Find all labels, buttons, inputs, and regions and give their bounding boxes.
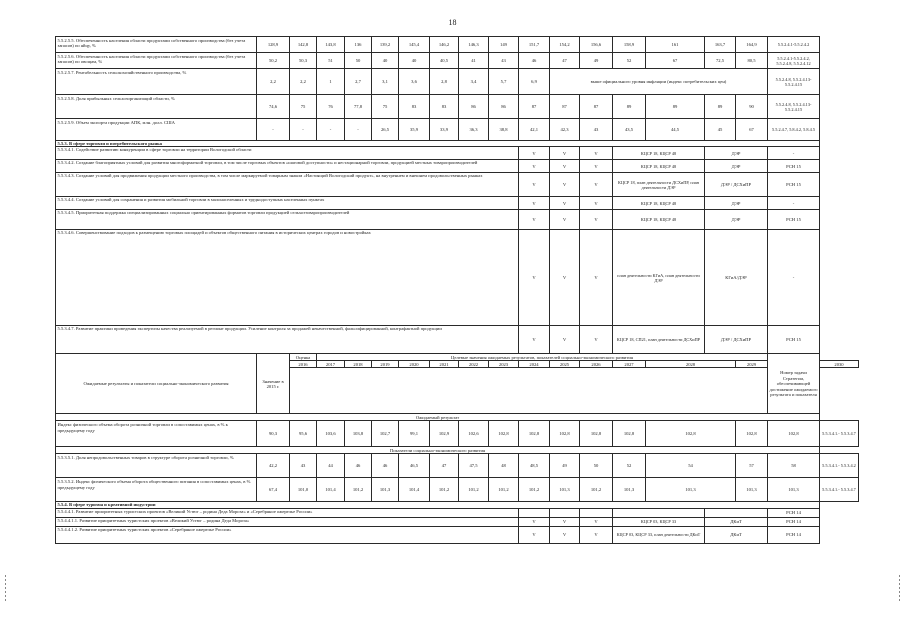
responsible-cell: ДЭР / ДСХиПР <box>705 326 768 354</box>
indicator-row <box>56 53 859 69</box>
value-cell: 102,8 <box>613 421 646 447</box>
indicator-row <box>56 69 859 95</box>
task-label: 5.5.3.4.1. Содействие развитию конкуренции в сфере торговли на территории Вологодской области <box>56 147 519 160</box>
value-cell: 50 <box>580 454 613 478</box>
value-cell: 33,9 <box>430 119 459 141</box>
task-ref-cell: 5.5.2.4.8, 5.5.2.4.13-5.5.2.4.15 <box>768 95 820 119</box>
responsible-cell: ДЭР <box>705 160 768 173</box>
value-cell: 46 <box>519 53 550 69</box>
year-header: 2030 <box>820 361 859 368</box>
row-label: 5.5.2.5.9. Объем экспорта продукции АПК, млн. долл. США <box>56 119 257 141</box>
value-cell: 89 <box>705 95 736 119</box>
value-cell: 49 <box>580 53 613 69</box>
trade-indicators-block <box>56 454 859 502</box>
value-cell: 3,6 <box>399 69 430 95</box>
value-cell: 43 <box>580 119 613 141</box>
expected-result-label: Ожидаемый результат <box>56 414 820 421</box>
task-ref-cell: 5.5.2.4.1-5.5.2.4.2, 5.5.2.4.8, 5.5.2.4.12 <box>768 53 820 69</box>
value-cell: 101,2 <box>519 478 550 502</box>
value-cell: 89 <box>646 95 705 119</box>
task-ref-cell: 5.5.2.4.1-5.5.2.4.2 <box>768 37 820 53</box>
value-cell: 90 <box>736 95 768 119</box>
inflation-note-cell: выше официального уровня инфляции (индекс потребительских цен) <box>550 69 768 95</box>
period-mark-cell: V <box>550 526 580 543</box>
period-mark-cell: V <box>550 230 580 326</box>
year-header: 2023 <box>489 361 519 368</box>
value-cell: 87 <box>550 95 580 119</box>
results-header <box>56 354 859 414</box>
value-cell: 45 <box>705 119 736 141</box>
value-cell: 54 <box>646 454 736 478</box>
value-cell: 72,5 <box>705 53 736 69</box>
value-cell: 35,9 <box>399 119 430 141</box>
value-cell: 83 <box>399 95 430 119</box>
task-row <box>56 508 859 517</box>
row-label: 5.5.3.5.1. Доля непродовольственных товаров в структуре оборота розничной торговли, % <box>56 454 257 478</box>
value-cell: 154,2 <box>550 37 580 53</box>
period-mark-cell: V <box>580 517 613 526</box>
period-mark-cell: V <box>580 230 613 326</box>
period-mark-cell: V <box>550 326 580 354</box>
document-cell: КЦСР 18, КЦСР 48 <box>613 160 705 173</box>
note-cell: - <box>768 230 820 326</box>
value-cell: 48 <box>489 454 519 478</box>
value-cell: 1 <box>317 69 345 95</box>
year-header: 2026 <box>580 361 613 368</box>
value-cell: 67,4 <box>257 478 290 502</box>
value-cell: 40,5 <box>430 53 459 69</box>
task-row <box>56 517 859 526</box>
value-cell: 102,9 <box>430 421 459 447</box>
period-mark-cell: V <box>580 147 613 160</box>
value-cell: 146,2 <box>430 37 459 53</box>
period-mark-cell: V <box>550 173 580 197</box>
value-cell: 103,6 <box>317 421 345 447</box>
value-cell: 102,8 <box>646 421 736 447</box>
responsible-cell: ДЭР <box>705 210 768 230</box>
document-cell: КЦСР 18, КЦСР 48 <box>613 147 705 160</box>
value-cell: 49 <box>550 454 580 478</box>
trade-tasks-block <box>56 147 859 354</box>
value-cell: 3,1 <box>372 69 399 95</box>
document-cell: КЦСР 18, план деятельности ДСХиПР, план деятельности ДЭР <box>613 173 705 197</box>
value-cell: 2,2 <box>257 69 290 95</box>
period-mark-cell: V <box>519 210 550 230</box>
value-cell: 136 <box>345 37 372 53</box>
document-cell: КЦСР 03, КЦСР 33 <box>613 517 705 526</box>
row-label: 5.5.2.5.5. Обеспеченность населения области продуктами собственного производства (без учета запасов) по яйцу, % <box>56 37 257 53</box>
value-cell: 2,8 <box>430 69 459 95</box>
indicator-row <box>56 95 859 119</box>
task-row <box>56 147 859 160</box>
value-cell: 80,5 <box>736 53 768 69</box>
document-cell: КЦСР 18, КЦСР 48 <box>613 197 705 210</box>
period-mark-cell: V <box>550 160 580 173</box>
period-mark-cell <box>550 508 580 517</box>
value-cell: 58 <box>768 454 820 478</box>
responsible-cell: ДЭР <box>705 197 768 210</box>
year-header: 2021 <box>430 361 459 368</box>
value-cell: 163,7 <box>705 37 736 53</box>
task-ref-cell: 5.5.3.4.1.- 5.5.3.4.7 <box>820 478 859 502</box>
value-cell: 101,2 <box>489 478 519 502</box>
period-mark-cell: V <box>519 230 550 326</box>
value-cell: - <box>317 119 345 141</box>
crop-mark-right <box>899 575 900 603</box>
indicators-label: Показатели социально-экономического развития <box>56 447 820 454</box>
period-mark-cell: V <box>519 326 550 354</box>
responsible-cell <box>705 508 768 517</box>
period-mark-cell: V <box>519 197 550 210</box>
value-cell: 44 <box>317 454 345 478</box>
note-cell: РСН 15 <box>768 326 820 354</box>
task-ref-cell: 5.5.2.4.8, 5.5.2.4.13-5.5.2.4.15 <box>768 69 820 95</box>
year-header: 2024 <box>519 361 550 368</box>
indicators-header <box>56 447 859 454</box>
period-mark-cell: V <box>580 326 613 354</box>
value-cell: 101,2 <box>580 478 613 502</box>
value-cell: 161 <box>646 37 705 53</box>
value-cell: 51 <box>317 53 345 69</box>
value-cell: 95,6 <box>290 421 317 447</box>
value-cell: 158,9 <box>613 37 646 53</box>
document-cell <box>613 508 705 517</box>
value-cell: 67 <box>646 53 705 69</box>
indicator-row <box>56 478 859 502</box>
value-cell: 102,8 <box>489 421 519 447</box>
value-cell: - <box>257 119 290 141</box>
row-label: 5.5.2.5.6. Обеспеченность населения области продуктами собственного производства (без учета запасов) по овощам, % <box>56 53 257 69</box>
task-label: 5.5.4.4.1. Развитие приоритетных туристских проектов «Великий Устюг – родина Деда Мороза» и «Серебряное ожерелье России» <box>56 508 519 517</box>
note-cell: РСН 14 <box>768 508 820 517</box>
value-cell: 47 <box>430 454 459 478</box>
document-cell: КЦСР 18, СП21, план деятельности ДСХиПР <box>613 326 705 354</box>
value-cell: 101,3 <box>646 478 736 502</box>
note-cell: РСН 14 <box>768 517 820 526</box>
note-cell: - <box>768 147 820 160</box>
crop-mark-left <box>5 575 6 603</box>
value-cell: 3,4 <box>459 69 489 95</box>
row-label: 5.5.2.5.8. Доля прибыльных сельхозорганизаций области, % <box>56 95 257 119</box>
task-label: 5.5.3.4.4. Создание условий для сохранения и развития мобильной торговли в малонаселенных и труднодоступных населенных пунктах <box>56 197 519 210</box>
responsible-cell: ДЭР <box>705 147 768 160</box>
value-cell: 50,2 <box>257 53 290 69</box>
page-number: 18 <box>448 18 457 27</box>
value-cell: 128,9 <box>257 37 290 53</box>
value-cell: 101,2 <box>345 478 372 502</box>
task-row <box>56 230 859 326</box>
note-cell: РСН 14 <box>768 526 820 543</box>
task-label: 5.5.4.4.1.1. Развитие приоритетных туристских проектов «Великий Устюг – родина Деда Мороза» <box>56 517 519 526</box>
value-cell: 77,8 <box>345 95 372 119</box>
value-cell: 46 <box>372 454 399 478</box>
value-cell: 75 <box>290 95 317 119</box>
row-label: 5.5.3.5.2. Индекс физического объема оборота общественного питания в сопоставимых ценах, в % предыдущему году <box>56 478 257 502</box>
section-title-trade: 5.5.3. В сфере торговли и потребительского рынка <box>56 141 820 147</box>
value-cell: 52 <box>613 53 646 69</box>
value-cell: 44,5 <box>646 119 705 141</box>
value-cell: 101,3 <box>550 478 580 502</box>
value-cell: 47,5 <box>459 454 489 478</box>
value-cell: 42,1 <box>519 119 550 141</box>
value-cell: 83 <box>430 95 459 119</box>
header-task-number: Номер задачи Стратегии, обеспечивающей достижение ожидаемого результата и показателя <box>768 354 820 414</box>
task-label: 5.5.3.4.6. Совершенствование подходов к размещению торговых площадей и объектов общественного питания в исторических центрах городов и новостройках <box>56 230 519 326</box>
task-row <box>56 173 859 197</box>
value-cell: 101,2 <box>459 478 489 502</box>
value-cell: 47 <box>550 53 580 69</box>
task-row <box>56 197 859 210</box>
value-cell: 151,7 <box>519 37 550 53</box>
value-cell: 40 <box>372 53 399 69</box>
value-cell: 43,5 <box>613 119 646 141</box>
task-row <box>56 160 859 173</box>
period-mark-cell: V <box>580 197 613 210</box>
period-mark-cell: V <box>519 517 550 526</box>
year-header: 2016 <box>290 361 317 368</box>
value-cell: 87 <box>519 95 550 119</box>
value-cell: 50,3 <box>290 53 317 69</box>
value-cell: 41 <box>459 53 489 69</box>
period-mark-cell: V <box>550 147 580 160</box>
note-cell: РСН 15 <box>768 210 820 230</box>
value-cell: 26,5 <box>372 119 399 141</box>
value-cell: 76 <box>317 95 345 119</box>
value-cell: 75 <box>372 95 399 119</box>
value-cell: 164,9 <box>736 37 768 53</box>
value-cell: 102,7 <box>372 421 399 447</box>
value-cell: 87 <box>580 95 613 119</box>
value-cell: 149 <box>489 37 519 53</box>
note-cell: РСН 15 <box>768 173 820 197</box>
year-header: 2027 <box>613 361 646 368</box>
task-ref-cell: 5.5.3.4.1.- 5.5.3.4.7 <box>820 421 859 447</box>
row-label: 5.5.2.5.7. Рентабельность сельскохозяйственного производства, % <box>56 69 257 95</box>
retail-index-block <box>56 421 859 447</box>
document-cell: план деятельности КГиА, план деятельности ДЭР <box>613 230 705 326</box>
task-label: 5.5.3.4.2. Создание благоприятных условий для развития многоформатной торговли, в том числе торговых объектов «шаговой доступности» и нестационарной торговли, продукцией местных товаропроизводителей <box>56 160 519 173</box>
period-mark-cell: V <box>550 517 580 526</box>
indicator-row <box>56 119 859 141</box>
year-header: 2029 <box>736 361 768 368</box>
value-cell: 43 <box>489 53 519 69</box>
value-cell: 102,6 <box>459 421 489 447</box>
year-header: 2017 <box>317 361 345 368</box>
value-cell: 52 <box>613 454 646 478</box>
period-mark-cell: V <box>519 147 550 160</box>
value-cell: 102,8 <box>550 421 580 447</box>
responsible-cell: ДЭР / ДСХиПР <box>705 173 768 197</box>
value-cell: 101,2 <box>430 478 459 502</box>
period-mark-cell: V <box>580 210 613 230</box>
value-cell: 42,3 <box>550 119 580 141</box>
note-cell: - <box>768 197 820 210</box>
value-cell: 99,1 <box>399 421 430 447</box>
value-cell: 156,6 <box>580 37 613 53</box>
task-row <box>56 326 859 354</box>
note-cell: РСН 15 <box>768 160 820 173</box>
value-cell: 40 <box>399 53 430 69</box>
period-mark-cell <box>519 508 550 517</box>
task-label: 5.5.3.4.7. Развитие практики проведения экспертизы качества реализуемой в регионе продукции. Усиление контроля за продажей некачественной, фальсифицированной, контрафактной продукции <box>56 326 519 354</box>
period-mark-cell: V <box>519 160 550 173</box>
value-cell: - <box>290 119 317 141</box>
tourism-tasks-block <box>56 508 859 543</box>
value-cell: 42,2 <box>257 454 290 478</box>
value-cell: 101,0 <box>290 478 317 502</box>
value-cell: 2,2 <box>290 69 317 95</box>
value-cell: 143,8 <box>317 37 345 53</box>
value-cell: 145,4 <box>399 37 430 53</box>
indicator-row <box>56 454 859 478</box>
value-cell: 86 <box>489 95 519 119</box>
value-cell: 67 <box>736 119 768 141</box>
header-estimate: Оценка <box>290 354 317 361</box>
value-cell: 38,8 <box>489 119 519 141</box>
row-label: Индекс физического объема оборота розничной торговли в сопоставимых ценах, в % к предыдущему году <box>56 421 257 447</box>
value-cell: 43 <box>290 454 317 478</box>
year-header: 2019 <box>372 361 399 368</box>
period-mark-cell: V <box>580 160 613 173</box>
task-row <box>56 210 859 230</box>
header-results-title: Ожидаемые результаты и показатели социально-экономического развития <box>56 354 257 414</box>
task-row <box>56 526 859 543</box>
year-header: 2028 <box>646 361 736 368</box>
value-cell: 101,3 <box>372 478 399 502</box>
period-mark-cell: V <box>519 173 550 197</box>
value-cell: 139,2 <box>372 37 399 53</box>
period-mark-cell: V <box>580 526 613 543</box>
strategy-table <box>55 36 859 544</box>
period-mark-cell: V <box>550 210 580 230</box>
task-label: 5.5.4.4.1.2. Развитие приоритетных туристских проектов «Серебряное ожерелье России» <box>56 526 519 543</box>
value-cell: 46 <box>345 454 372 478</box>
value-cell: 6,9 <box>519 69 550 95</box>
value-cell: 102,8 <box>736 421 768 447</box>
value-cell: 57 <box>736 454 768 478</box>
responsible-cell: КГиА/ДЭР <box>705 230 768 326</box>
value-cell: 46,5 <box>399 454 430 478</box>
value-cell: - <box>345 119 372 141</box>
header-target-values: Целевые значения ожидаемых результатов, показателей социально-экономического развития <box>317 354 768 361</box>
responsible-cell: ДКиТ <box>705 517 768 526</box>
value-cell: 5,7 <box>489 69 519 95</box>
document-cell: КЦСР 03, КЦСР 33, план деятельности ДКиТ <box>613 526 705 543</box>
period-mark-cell: V <box>550 197 580 210</box>
year-header: 2020 <box>399 361 430 368</box>
value-cell: 36,3 <box>459 119 489 141</box>
period-mark-cell: V <box>580 173 613 197</box>
period-mark-cell <box>580 508 613 517</box>
value-cell: 101,3 <box>768 478 820 502</box>
task-label: 5.5.3.4.5. Приоритетная поддержка специализированных социально ориентированных форматов торговли продукцией сельхозтоваропроизводителей <box>56 210 519 230</box>
value-cell: 146,3 <box>459 37 489 53</box>
value-cell: 101,3 <box>613 478 646 502</box>
period-mark-cell: V <box>519 526 550 543</box>
value-cell: 86 <box>459 95 489 119</box>
indicator-row <box>56 37 859 53</box>
value-cell: 90,3 <box>257 421 290 447</box>
responsible-cell: ДКиТ <box>705 526 768 543</box>
year-header: 2018 <box>345 361 372 368</box>
header-value-2015: Значение в 2015 г. <box>257 354 290 414</box>
task-label: 5.5.3.4.3. Создание условий для продвижения продукции местного производства, в том числе маркируемой товарным знаком «Настоящий Вологодский продукт», на внутреннем и внешнем продовольственных рынках <box>56 173 519 197</box>
indicator-row <box>56 421 859 447</box>
value-cell: 102,8 <box>519 421 550 447</box>
year-header: 2022 <box>459 361 489 368</box>
value-cell: 102,8 <box>768 421 820 447</box>
value-cell: 101,3 <box>736 478 768 502</box>
value-cell: 101,4 <box>399 478 430 502</box>
value-cell: 101,4 <box>317 478 345 502</box>
value-cell: 103,8 <box>345 421 372 447</box>
expected-result-block <box>56 414 859 421</box>
value-cell: 74,6 <box>257 95 290 119</box>
value-cell: 142,8 <box>290 37 317 53</box>
document-cell: КЦСР 18, КЦСР 48 <box>613 210 705 230</box>
section-title-tourism: 5.5.4. В сфере туризма и креативной индустрии <box>56 502 820 508</box>
value-cell: 2,7 <box>345 69 372 95</box>
document-sheet <box>55 36 859 544</box>
value-cell: 102,8 <box>580 421 613 447</box>
agro-indicators-block <box>56 37 859 141</box>
value-cell: 48,5 <box>519 454 550 478</box>
value-cell: 89 <box>613 95 646 119</box>
task-ref-cell: 5.5.3.4.1.- 5.5.3.4.2 <box>820 454 859 478</box>
value-cell: 50 <box>345 53 372 69</box>
task-ref-cell: 5.5.2.4.7, 5.8.4.2, 5.8.4.5 <box>768 119 820 141</box>
year-header: 2025 <box>550 361 580 368</box>
